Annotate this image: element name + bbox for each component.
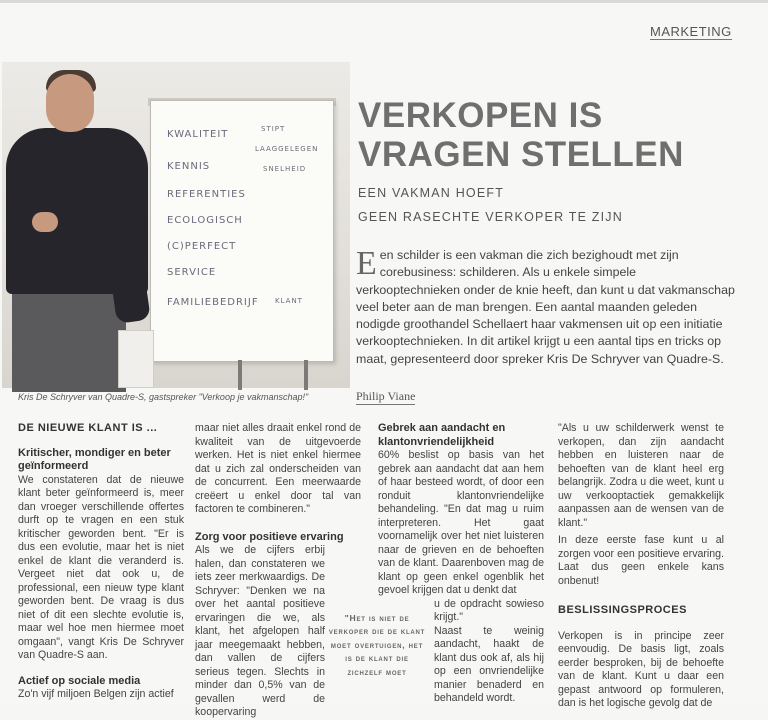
title-line-1: VERKOPEN IS [358, 96, 603, 135]
article-intro [356, 247, 736, 368]
flipchart-word: (C)PERFECT [167, 241, 237, 252]
person-head [46, 74, 94, 132]
column-3 [378, 422, 544, 706]
pull-quote: "Het is niet de verkoper die de klant moet overtuigen, het is de klant die zichzelf moet [328, 613, 426, 677]
col3-paragraph: 60% beslist op basis van het gebrek aan aandacht dat aan hem of haar besteed wordt, of door een ronduit klantonvriendelijke behandeling. "En dat mag u ruim interpreteren. Het gaat voornamelijk over het niet luisteren naar de grieven en de behoeften van de klant. Daarenboven mag de klant op geen enkel ogenblik het gevoel krijgen dat u denkt dat [378, 449, 544, 596]
flipchart-word: KLANT [275, 297, 303, 305]
easel-leg [304, 360, 308, 390]
col2-paragraph: maar niet alles draait enkel rond de kwaliteit van de uitgevoerde werken. Het is niet enkel hiermee dat u zich zal onderscheiden van de concurrent. Een meerwaarde creëert u enkel door tal van factoren te combineren." [195, 422, 361, 515]
person-legs [12, 288, 126, 392]
cup [118, 330, 154, 388]
easel-leg [238, 360, 242, 390]
col4-heading: BESLISSINGSPROCES [558, 604, 687, 616]
col3-subheading: Gebrek aan aandacht en klantonvriendelijkheid [378, 422, 506, 448]
column-1 [18, 422, 184, 702]
col4-paragraph-2: In deze eerste fase kunt u al zorgen voor een positieve ervaring. Laat dus geen enkele kans onbenut! [558, 534, 724, 587]
flipchart-words [151, 101, 333, 361]
flipchart-word: KENNIS [167, 161, 211, 172]
column-4 [558, 422, 724, 711]
col1-subheading-2: Actief op sociale media [18, 674, 141, 687]
author-link[interactable]: Philip Viane [356, 389, 416, 403]
section-label: MARKETING [650, 24, 732, 39]
flipchart-word: LAAGGELEGEN [255, 145, 319, 153]
title-line-2: VRAGEN STELLEN [358, 135, 684, 174]
col4-paragraph-3: Verkopen is in principe zeer eenvoudig. De basis ligt, zoals eerder besproken, bij de behoefte van de klant. Kunt u daar een gepast antwoord op formuleren, dan is het logische gevolg dat de [558, 629, 724, 709]
article-photo [2, 62, 350, 388]
col3-paragraph-2: Naast te weinig aandacht, haakt de klant dus ook af, als hij op een onvriendelijke manier benaderd en behandeld wordt. [434, 624, 544, 704]
col1-paragraph: We constateren dat de nieuwe klant beter geïnformeerd is, meer dan vroeger verschillende offertes durft op te vragen en een stuk kritischer geworden bent. "Er is dus een evolutie, maar het is niet enkel de klant die veranderd is. Vergeet niet dat ook u, de professional, een nieuw type klant geworden bent. De vraag is dus niet of dit een slechte evolutie is, maar wel hoe men hiermee moet omgaan", vangt Kris De Schryver van Quadre-S aan. [18, 473, 184, 661]
col1-subheading: Kritischer, mondiger en beter geïnformeerd [18, 446, 171, 472]
flipchart-word: STIPT [261, 125, 286, 133]
col1-paragraph-2: Zo'n vijf miljoen Belgen zijn actief [18, 688, 174, 700]
person-hand [32, 212, 58, 232]
subtitle-line-2: GEEN RASECHTE VERKOPER TE ZIJN [358, 210, 623, 224]
page-top-edge [0, 0, 768, 3]
flipchart [150, 100, 334, 362]
col4-paragraph: "Als u uw schilderwerk wenst te verkopen, dan zijn aandacht hebben en luisteren naar de behoeften van de klant heel erg belangrijk. Zodra u die weet, kunt u uw verkooptactiek gemakkelijk aanpassen aan de wensen van de klant." [558, 422, 724, 529]
drop-cap: E [356, 245, 377, 282]
flipchart-word: KWALITEIT [167, 129, 229, 140]
flipchart-word: ECOLOGISCH [167, 215, 243, 226]
flipchart-word: SNELHEID [263, 165, 307, 173]
col2-paragraph-2: Als we de cijfers erbij halen, dan constateren we iets zeer merkwaardigs. De Schryver: "Denken we na over het aantal positieve ervaringen die we, als klant, het afgelopen half jaar meegemaakt hebben, dan vallen de cijfers serieus tegen. Slechts in minder dan 0,5% van de gevallen werd de koopervaring [195, 544, 325, 718]
subtitle-line-1: EEN VAKMAN HOEFT [358, 186, 505, 200]
col2-subheading: Zorg voor positieve ervaring [195, 530, 344, 543]
flipchart-word: REFERENTIES [167, 189, 246, 200]
col1-heading: DE NIEUWE KLANT IS ... [18, 422, 158, 434]
flipchart-word: SERVICE [167, 267, 217, 278]
col3-paragraph-continued: u de opdracht sowieso krijgt." [434, 597, 544, 623]
intro-text: en schilder is een vakman die zich bezighoudt met zijn corebusiness: schilderen. Als u enkele simpele verkooptechnieken onder de knie heeft, dan kunt u dat vakmanschap veel beter aan de man brengen. Een aantal maanden geleden nodigde groothandel Schellaert haar vakmensen uit op een initiatie verkooptechnieken. In dit artikel krijgt u een aantal tips en tricks op maat, gepresenteerd door spreker Kris De Schryver van Quadre-S. [356, 248, 735, 366]
photo-caption: Kris De Schryver van Quadre-S, gastspreker "Verkoop je vakmanschap!" [18, 392, 309, 402]
flipchart-word: FAMILIEBEDRIJF [167, 297, 259, 308]
article-title [358, 96, 718, 174]
